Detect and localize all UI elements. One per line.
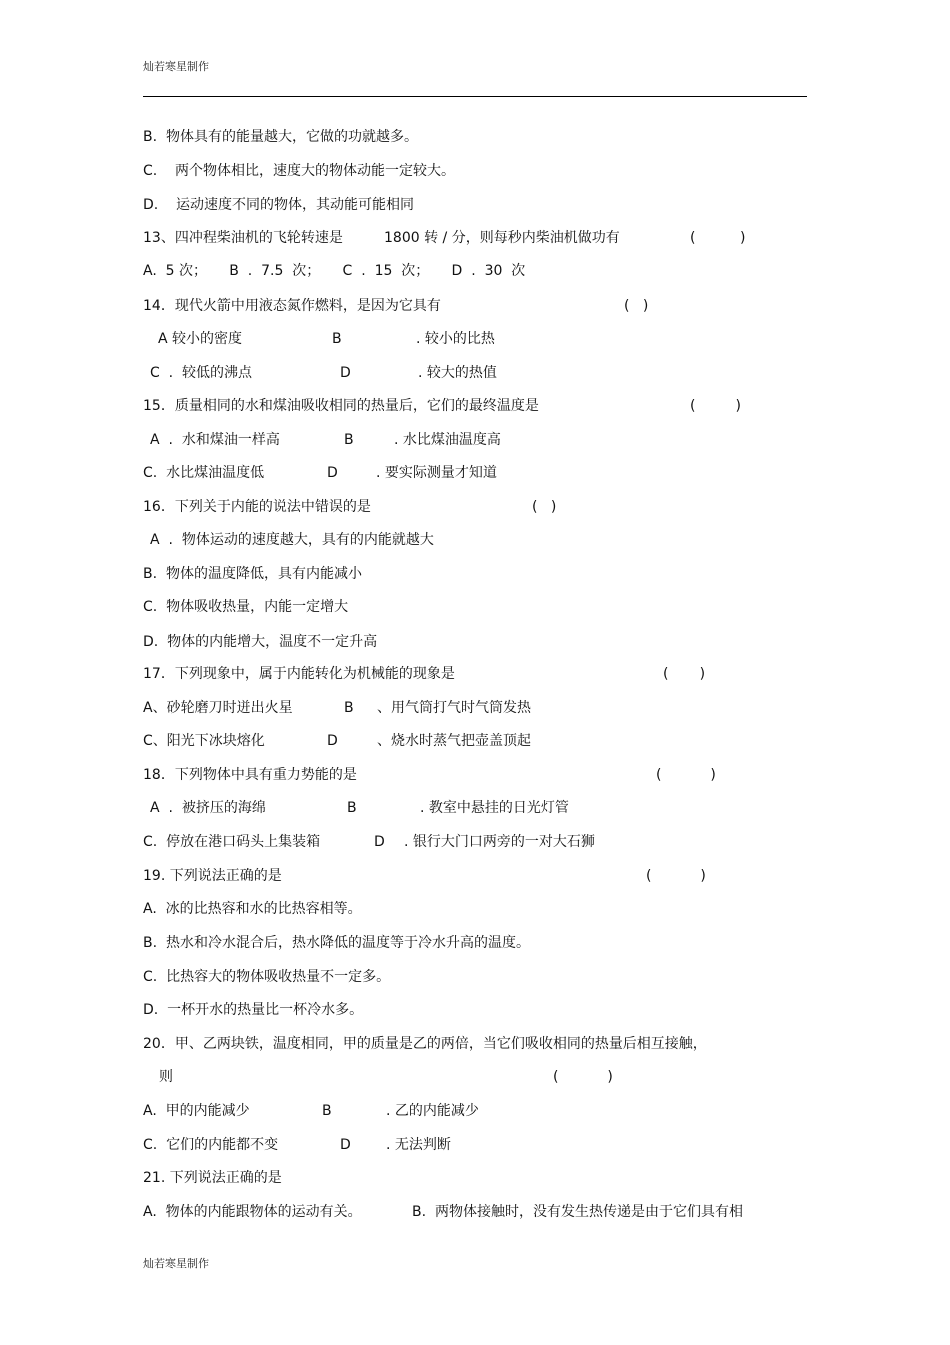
question-16: 16．下列关于内能的说法中错误的是 [143, 499, 371, 515]
option-d-letter: D [327, 733, 338, 749]
footer-author: 灿若寒星制作 [143, 1257, 209, 1270]
option-c: C . 较低的沸点 [150, 365, 253, 381]
option-c: C. 它们的内能都不变 [143, 1137, 279, 1153]
question-18: 18．下列物体中具有重力势能的是 [143, 767, 357, 783]
option-line: C. 物体吸收热量，内能一定增大 [143, 599, 349, 615]
answer-blank: ( ) [624, 298, 649, 314]
option-line: C. 两个物体相比，速度大的物体动能一定较大。 [143, 163, 456, 179]
option-c: C. 停放在港口码头上集装箱 [143, 834, 321, 850]
option-line: D. 运动速度不同的物体，其动能可能相同 [143, 197, 415, 213]
question-20-cont: 则 [159, 1069, 173, 1085]
option-line: B. 物体的温度降低，具有内能减小 [143, 566, 362, 582]
option-a: A、砂轮磨刀时迸出火星 [143, 700, 293, 716]
option-line: B. 热水和冷水混合后，热水降低的温度等于冷水升高的温度。 [143, 935, 530, 951]
option-b-letter: B [344, 700, 354, 716]
answer-blank: ( ) [553, 1069, 613, 1085]
option-a: A . 被挤压的海绵 [150, 800, 266, 816]
answer-blank: ( ) [532, 499, 557, 515]
option-d: 、烧水时蒸气把壶盖顶起 [377, 733, 531, 749]
question-20: 20．甲、乙两块铁，温度相同，甲的质量是乙的两倍，当它们吸收相同的热量后相互接触， [143, 1036, 707, 1052]
answer-blank: ( ) [690, 230, 746, 246]
option-d-letter: D [374, 834, 385, 850]
option-d: . 要实际测量才知道 [376, 465, 497, 481]
option-line: A. 5 次； B . 7.5 次； C . 15 次； D . 30 次 [143, 263, 526, 279]
option-line: A. 冰的比热容和水的比热容相等。 [143, 901, 362, 917]
question-14: 14．现代火箭中用液态氮作燃料，是因为它具有 [143, 298, 441, 314]
question-13: 13、四冲程柴油机的飞轮转速是 [143, 230, 343, 246]
option-b: B. 两物体接触时，没有发生热传递是由于它们具有相 [412, 1204, 743, 1220]
question-21: 21. 下列说法正确的是 [143, 1170, 282, 1186]
option-c: C. 水比煤油温度低 [143, 465, 265, 481]
option-line: D. 一杯开水的热量比一杯冷水多。 [143, 1002, 364, 1018]
option-c: C、阳光下冰块熔化 [143, 733, 265, 749]
answer-blank: ( ) [646, 868, 706, 884]
option-a: A. 物体的内能跟物体的运动有关。 [143, 1204, 362, 1220]
option-b: . 较小的比热 [416, 331, 495, 347]
option-d: . 无法判断 [386, 1137, 451, 1153]
option-b-letter: B [332, 331, 342, 347]
answer-blank: ( ) [663, 666, 706, 682]
answer-blank: ( ) [656, 767, 716, 783]
option-line: D. 物体的内能增大，温度不一定升高 [143, 634, 378, 650]
option-b-letter: B [322, 1103, 332, 1119]
option-b: . 教室中悬挂的日光灯管 [420, 800, 569, 816]
header-divider [143, 96, 807, 97]
option-d: . 较大的热值 [418, 365, 497, 381]
option-d-letter: D [340, 365, 351, 381]
option-b: 、用气筒打气时气筒发热 [377, 700, 531, 716]
option-b: . 水比煤油温度高 [394, 432, 501, 448]
option-d: . 银行大门口两旁的一对大石狮 [404, 834, 595, 850]
option-b: . 乙的内能减少 [386, 1103, 479, 1119]
option-a: A. 甲的内能减少 [143, 1103, 250, 1119]
question-17: 17．下列现象中，属于内能转化为机械能的现象是 [143, 666, 455, 682]
answer-blank: ( ) [690, 398, 741, 414]
option-line: C. 比热容大的物体吸收热量不一定多。 [143, 969, 391, 985]
question-13-cont: 1800 转 / 分，则每秒内柴油机做功有 [384, 230, 620, 246]
option-b-letter: B [344, 432, 354, 448]
question-19: 19. 下列说法正确的是 [143, 868, 282, 884]
option-b-letter: B [347, 800, 357, 816]
option-a: A . 水和煤油一样高 [150, 432, 280, 448]
option-line: B. 物体具有的能量越大，它做的功就越多。 [143, 129, 418, 145]
question-15: 15．质量相同的水和煤油吸收相同的热量后，它们的最终温度是 [143, 398, 539, 414]
option-d-letter: D [327, 465, 338, 481]
header-author: 灿若寒星制作 [143, 60, 209, 73]
option-line: A . 物体运动的速度越大，具有的内能就越大 [150, 532, 434, 548]
option-d-letter: D [340, 1137, 351, 1153]
option-a: A 较小的密度 [158, 331, 243, 347]
